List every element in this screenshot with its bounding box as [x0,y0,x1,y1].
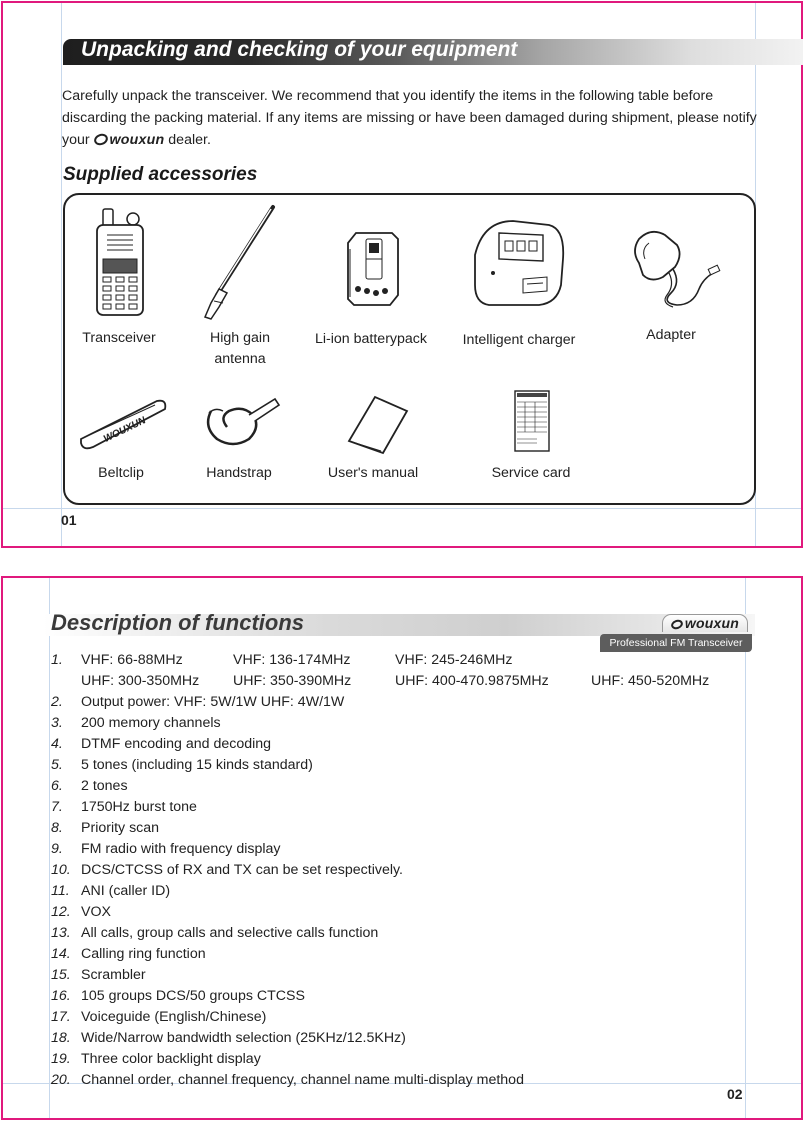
manual-icon [323,387,423,457]
accessory-battery [301,229,441,350]
accessory-label: Intelligent charger [462,332,576,348]
list-item [51,965,751,986]
accessory-label: Li-ion batterypack [315,331,427,347]
item-text: VOX [81,904,111,920]
item-number: 10. [51,862,71,878]
list-item [51,776,751,797]
beltclip-icon [71,387,171,457]
item-text: All calls, group calls and selective calls function [81,925,379,941]
list-item [51,734,751,755]
page-number: 02 [727,1086,743,1102]
list-item [51,944,751,965]
accessory-handstrap [189,387,289,484]
item-text: 2 tones [81,778,128,794]
accessory-manual [311,387,435,484]
functions-list [51,650,751,1091]
list-item [51,1049,751,1070]
transceiver-icon [89,207,149,317]
accessory-beltclip [71,387,171,484]
page-title: Unpacking and checking of your equipment [81,38,518,61]
brand-tagline: Professional FM Transceiver [600,634,752,652]
item-number: 13. [51,925,71,941]
list-item [51,692,751,713]
page-title: Description of functions [51,610,304,635]
item-text: Output power: VHF: 5W/1W UHF: 4W/1W [81,694,345,710]
service-card-icon [501,387,561,457]
list-item [51,902,751,923]
item-number: 5. [51,757,63,773]
list-item [51,755,751,776]
item-text: 5 tones (including 15 kinds standard) [81,757,313,773]
frequency-row [81,650,751,671]
list-item [51,797,751,818]
item-text: DCS/CTCSS of RX and TX can be set respectively. [81,862,403,878]
item-number: 12. [51,904,71,920]
manual-page-02 [1,576,803,1120]
intro-text-end: dealer. [164,132,211,148]
item-text: Scrambler [81,967,146,983]
accessory-label: Service card [491,465,571,481]
item-text: Wide/Narrow bandwidth selection (25KHz/12.5KHz) [81,1030,406,1046]
list-item [51,818,751,839]
charger-icon [469,215,569,311]
item-number: 6. [51,778,63,794]
item-text: Voiceguide (English/Chinese) [81,1009,267,1025]
accessory-transceiver [69,207,169,349]
item-text: 1750Hz burst tone [81,799,197,815]
item-number: 16. [51,988,71,1004]
item-number: 4. [51,736,63,752]
list-item [51,650,751,692]
item-text: 200 memory channels [81,715,221,731]
brand-logo [662,614,748,632]
accessory-label: High gain antenna [210,330,270,367]
item-number: 17. [51,1009,71,1025]
list-item [51,1070,751,1091]
intro-paragraph [62,85,767,151]
page-number: 01 [61,512,77,528]
brand-badge [600,612,752,652]
freq-band: VHF: 136-174MHz [233,652,351,668]
layout-guide [49,578,50,1118]
accessory-label: Beltclip [98,465,144,481]
brand-swirl-icon [670,618,684,631]
antenna-icon [185,203,295,321]
item-number: 20. [51,1072,71,1088]
item-text: 105 groups DCS/50 groups CTCSS [81,988,305,1004]
accessories-box [63,193,756,505]
list-item [51,1028,751,1049]
handstrap-icon [189,387,289,457]
item-number: 7. [51,799,63,815]
section-heading: Supplied accessories [63,164,258,185]
accessory-antenna [185,203,295,370]
battery-icon [336,229,406,311]
item-text: ANI (caller ID) [81,883,171,899]
item-text: FM radio with frequency display [81,841,281,857]
adapter-icon [621,223,721,311]
item-number: 3. [51,715,63,731]
freq-band: UHF: 300-350MHz [81,673,200,689]
accessory-label: Transceiver [82,330,156,346]
list-item [51,713,751,734]
accessory-label: Adapter [646,327,696,343]
list-item [51,881,751,902]
freq-band: VHF: 66-88MHz [81,652,183,668]
layout-guide [3,508,801,509]
brand-swirl-icon [92,132,109,147]
accessory-service-card [469,387,593,484]
item-number: 11. [51,883,70,899]
accessory-label: Handstrap [206,465,272,481]
item-text: Priority scan [81,820,160,836]
item-text: Three color backlight display [81,1051,261,1067]
freq-band: VHF: 245-246MHz [395,652,513,668]
item-number: 1. [51,652,63,668]
item-number: 19. [51,1051,71,1067]
freq-band: UHF: 400-470.9875MHz [395,673,549,689]
list-item [51,839,751,860]
item-number: 18. [51,1030,71,1046]
item-text: DTMF encoding and decoding [81,736,272,752]
manual-page-01 [1,1,803,548]
intro-text: Carefully unpack the transceiver. We recommend that you identify the items in the following table before discarding the packing material. If any items are missing or have been damaged during shipment, please notify your [62,88,757,148]
brand-name: wouxun [684,615,739,631]
accessory-charger [449,215,589,351]
beltclip-brand-text: WOUXUN [101,415,148,445]
item-number: 8. [51,820,63,836]
list-item [51,1007,751,1028]
item-number: 9. [51,841,63,857]
brand-name: wouxun [109,132,165,148]
item-text: Calling ring function [81,946,206,962]
item-number: 15. [51,967,71,983]
list-item [51,860,751,881]
list-item [51,986,751,1007]
item-text: Channel order, channel frequency, channel name multi-display method [81,1072,524,1088]
accessory-adapter [619,223,723,346]
brand-logo [94,129,165,151]
freq-band: UHF: 350-390MHz [233,673,352,689]
frequency-row [81,671,751,692]
page-title-bar [63,39,803,65]
accessory-label: User's manual [327,465,419,481]
list-item [51,923,751,944]
item-number: 14. [51,946,71,962]
freq-band: UHF: 450-520MHz [591,673,710,689]
item-number: 2. [51,694,63,710]
